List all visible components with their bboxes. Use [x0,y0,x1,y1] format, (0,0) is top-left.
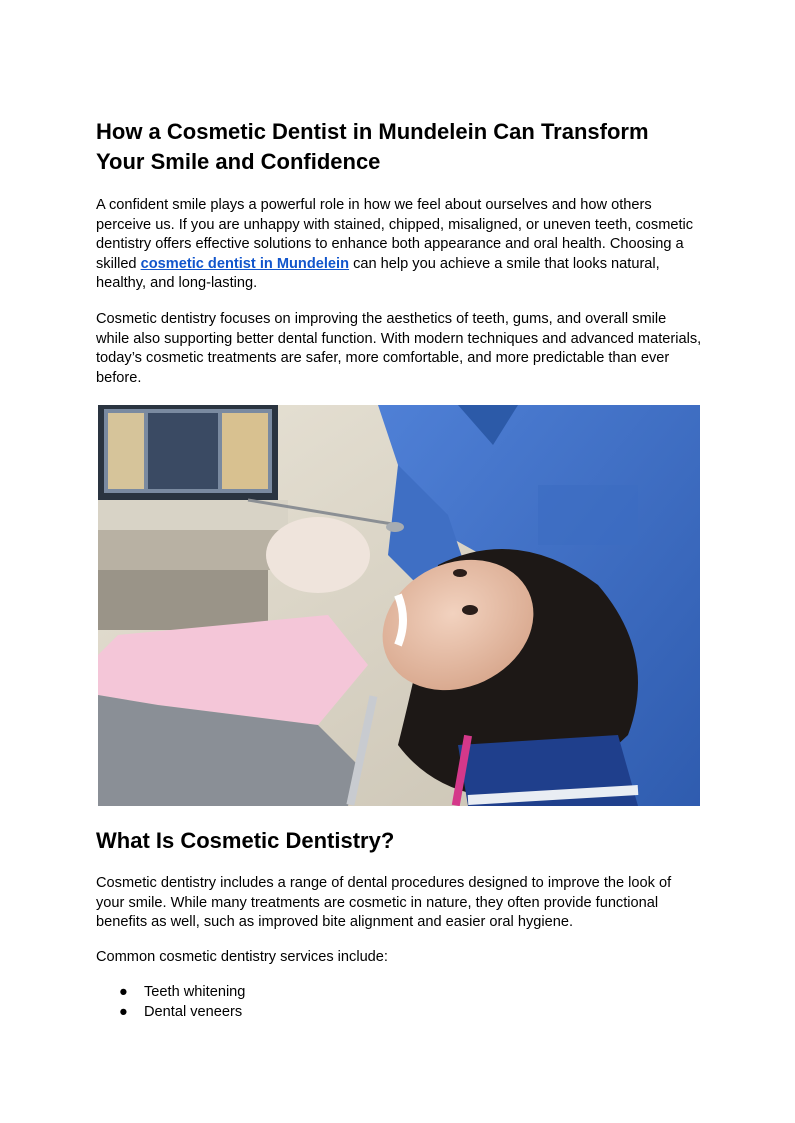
list-item [96,983,245,1003]
service-label: Dental veneers [144,1003,243,1020]
cosmetic-dentist-link[interactable]: cosmetic dentist in Mundelein [140,255,350,272]
focus-paragraph: Cosmetic dentistry focuses on improving the aesthetics of teeth, gums, and overall smile while also supporting better dental function. With modern techniques and advanced materials, today’s cosmetic treatments are safer, more comfortable, and more predictable than ever before. [96,311,702,386]
services-intro: Common cosmetic dentistry services include: [96,949,388,965]
service-label: Teeth whitening [144,984,246,1000]
definition-paragraph: Cosmetic dentistry includes a range of dental procedures designed to improve the look of your smile. While many treatments are cosmetic in nature, they often provide functional benefits as well, such as improved bite alignment and easier oral hygiene. [96,875,672,931]
dentist-patient-photo [98,405,700,806]
article-title: How a Cosmetic Dentist in Mundelein Can Transform Your Smile and Confidence [96,119,649,174]
bullet-icon: ● [119,1003,128,1020]
section-heading: What Is Cosmetic Dentistry? [96,828,395,853]
intro-text-start: A confident smile plays a powerful role in how we feel about ourselves and how others perceive us. If you are unhappy with stained, chipped, misaligned, or uneven teeth, cosmetic dentistry offers effective solutions to enhance both appearance and oral health. Choosing a skilled [96,197,694,272]
intro-paragraph [96,196,702,294]
bullet-icon: ● [119,984,128,1000]
intro-text-end: can help you achieve a smile that looks natural, healthy, and long-lasting. [96,255,660,292]
list-item [96,1003,245,1023]
services-list [96,983,245,1022]
